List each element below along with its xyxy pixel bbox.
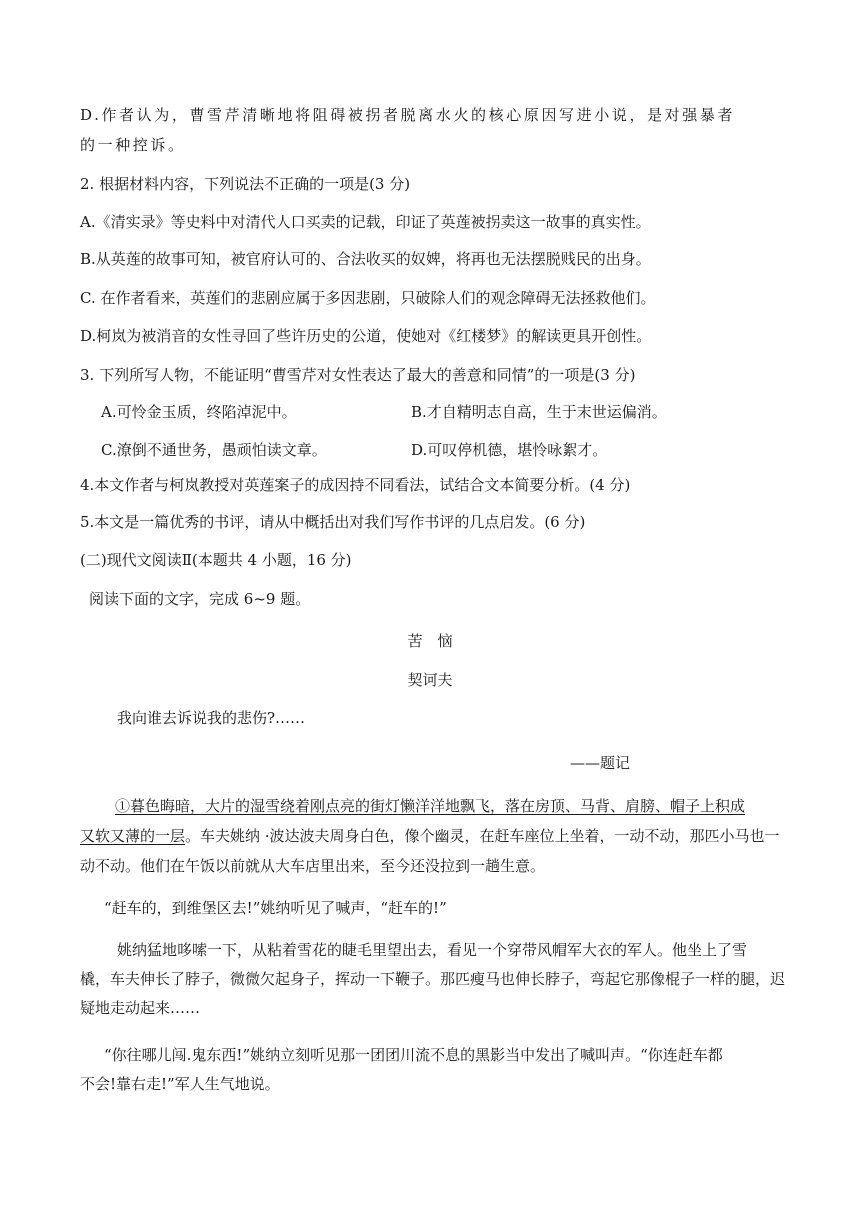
question-3-option-b: B.才自精明志自高，生于末世运偏消。 <box>411 403 667 421</box>
question-2-stem: 2. 根据材料内容，下列说法不正确的一项是(3 分) <box>80 175 411 193</box>
question-2-option-d: D.柯岚为被消音的女性寻回了些许历史的公道，使她对《红楼梦》的解读更具开创性。 <box>80 327 652 345</box>
paragraph-3-line-3: 疑地走动起来…… <box>80 999 201 1017</box>
question-2-option-c: C. 在作者看来，英莲们的悲剧应属于多因悲剧，只破除人们的观念障碍无法拯救他们。 <box>80 289 656 307</box>
paragraph-4-line-1: “你往哪儿闯.鬼东西!”姚纳立刻听见那一团团川流不息的黑影当中发出了喊叫声。“你连赶车都 <box>104 1046 723 1064</box>
paragraph-1-line-3: 动不动。他们在午饭以前就从大车店里出来，至今还没拉到一趟生意。 <box>80 857 546 875</box>
question-3-option-c: C.潦倒不通世务，愚顽怕读文章。 <box>101 441 327 459</box>
paragraph-4-line-2: 不会!靠右走!”军人生气地说。 <box>80 1075 280 1093</box>
question-4: 4.本文作者与柯岚教授对英莲案子的成因持不同看法，试结合文本简要分析。(4 分) <box>80 476 631 494</box>
paragraph-3-line-2: 橇，车夫伸长了脖子，微微欠起身子，挥动一下鞭子。那匹瘦马也伸长脖子，弯起它那像棍子一样的腿，迟 <box>80 970 786 988</box>
paragraph-3-line-1: 姚纳猛地哆嗦一下，从粘着雪花的睫毛里望出去，看见一个穿带风帽军大衣的军人。他坐上了雪 <box>117 941 748 959</box>
question-2-option-b: B.从英莲的故事可知，被官府认可的、合法收买的奴婢，将再也无法摆脱贱民的出身。 <box>80 250 651 268</box>
question-3-option-a: A.可怜金玉质，终陷淖泥中。 <box>101 403 297 421</box>
epigraph-source: ——题记 <box>570 754 631 772</box>
section-2-heading: (二)现代文阅读Ⅱ(本题共 4 小题，16 分) <box>80 551 352 569</box>
paragraph-1-line-2 <box>80 826 780 846</box>
section-2-instruction: 阅读下面的文字，完成 6~9 题。 <box>89 590 311 608</box>
question-5: 5.本文是一篇优秀的书评，请从中概括出对我们写作书评的几点启发。(6 分) <box>80 513 586 531</box>
paragraph-1-line-1 <box>115 796 745 816</box>
q1-option-d-line2: 的一种控诉。 <box>80 136 186 154</box>
q1-option-d-line1: D.作者认为，曹雪芹清晰地将阻碍被拐者脱离水火的核心原因写进小说，是对强暴者 <box>80 106 736 124</box>
paragraph-2: “赶车的，到维堡区去!”姚纳听见了喊声，“赶车的!” <box>104 899 447 917</box>
question-3-option-d: D.可叹停机德，堪怜咏絮才。 <box>411 441 608 459</box>
story-author: 契诃夫 <box>407 671 453 689</box>
story-epigraph: 我向谁去诉说我的悲伤?…… <box>117 709 306 727</box>
underlined-passage-end: 又软又薄的一层 <box>80 827 186 845</box>
question-2-option-a: A.《清实录》等史料中对清代人口买卖的记载，印证了英莲被拐卖这一故事的真实性。 <box>80 213 651 231</box>
paragraph-1-text: 。车夫姚纳 ·波达波夫周身白色，像个幽灵，在赶车座位上坐着，一动不动，那匹小马也一 <box>185 827 780 845</box>
question-3-stem: 3. 下列所写人物，不能证明“曹雪芹对女性表达了最大的善意和同情”的一项是(3 分) <box>80 366 636 384</box>
underlined-passage: ①暮色晦暗，大片的湿雪绕着刚点亮的街灯懒洋洋地飘飞，落在房顶、马背、肩膀、帽子上积成 <box>115 797 746 815</box>
story-title: 苦 恼 <box>407 632 453 650</box>
